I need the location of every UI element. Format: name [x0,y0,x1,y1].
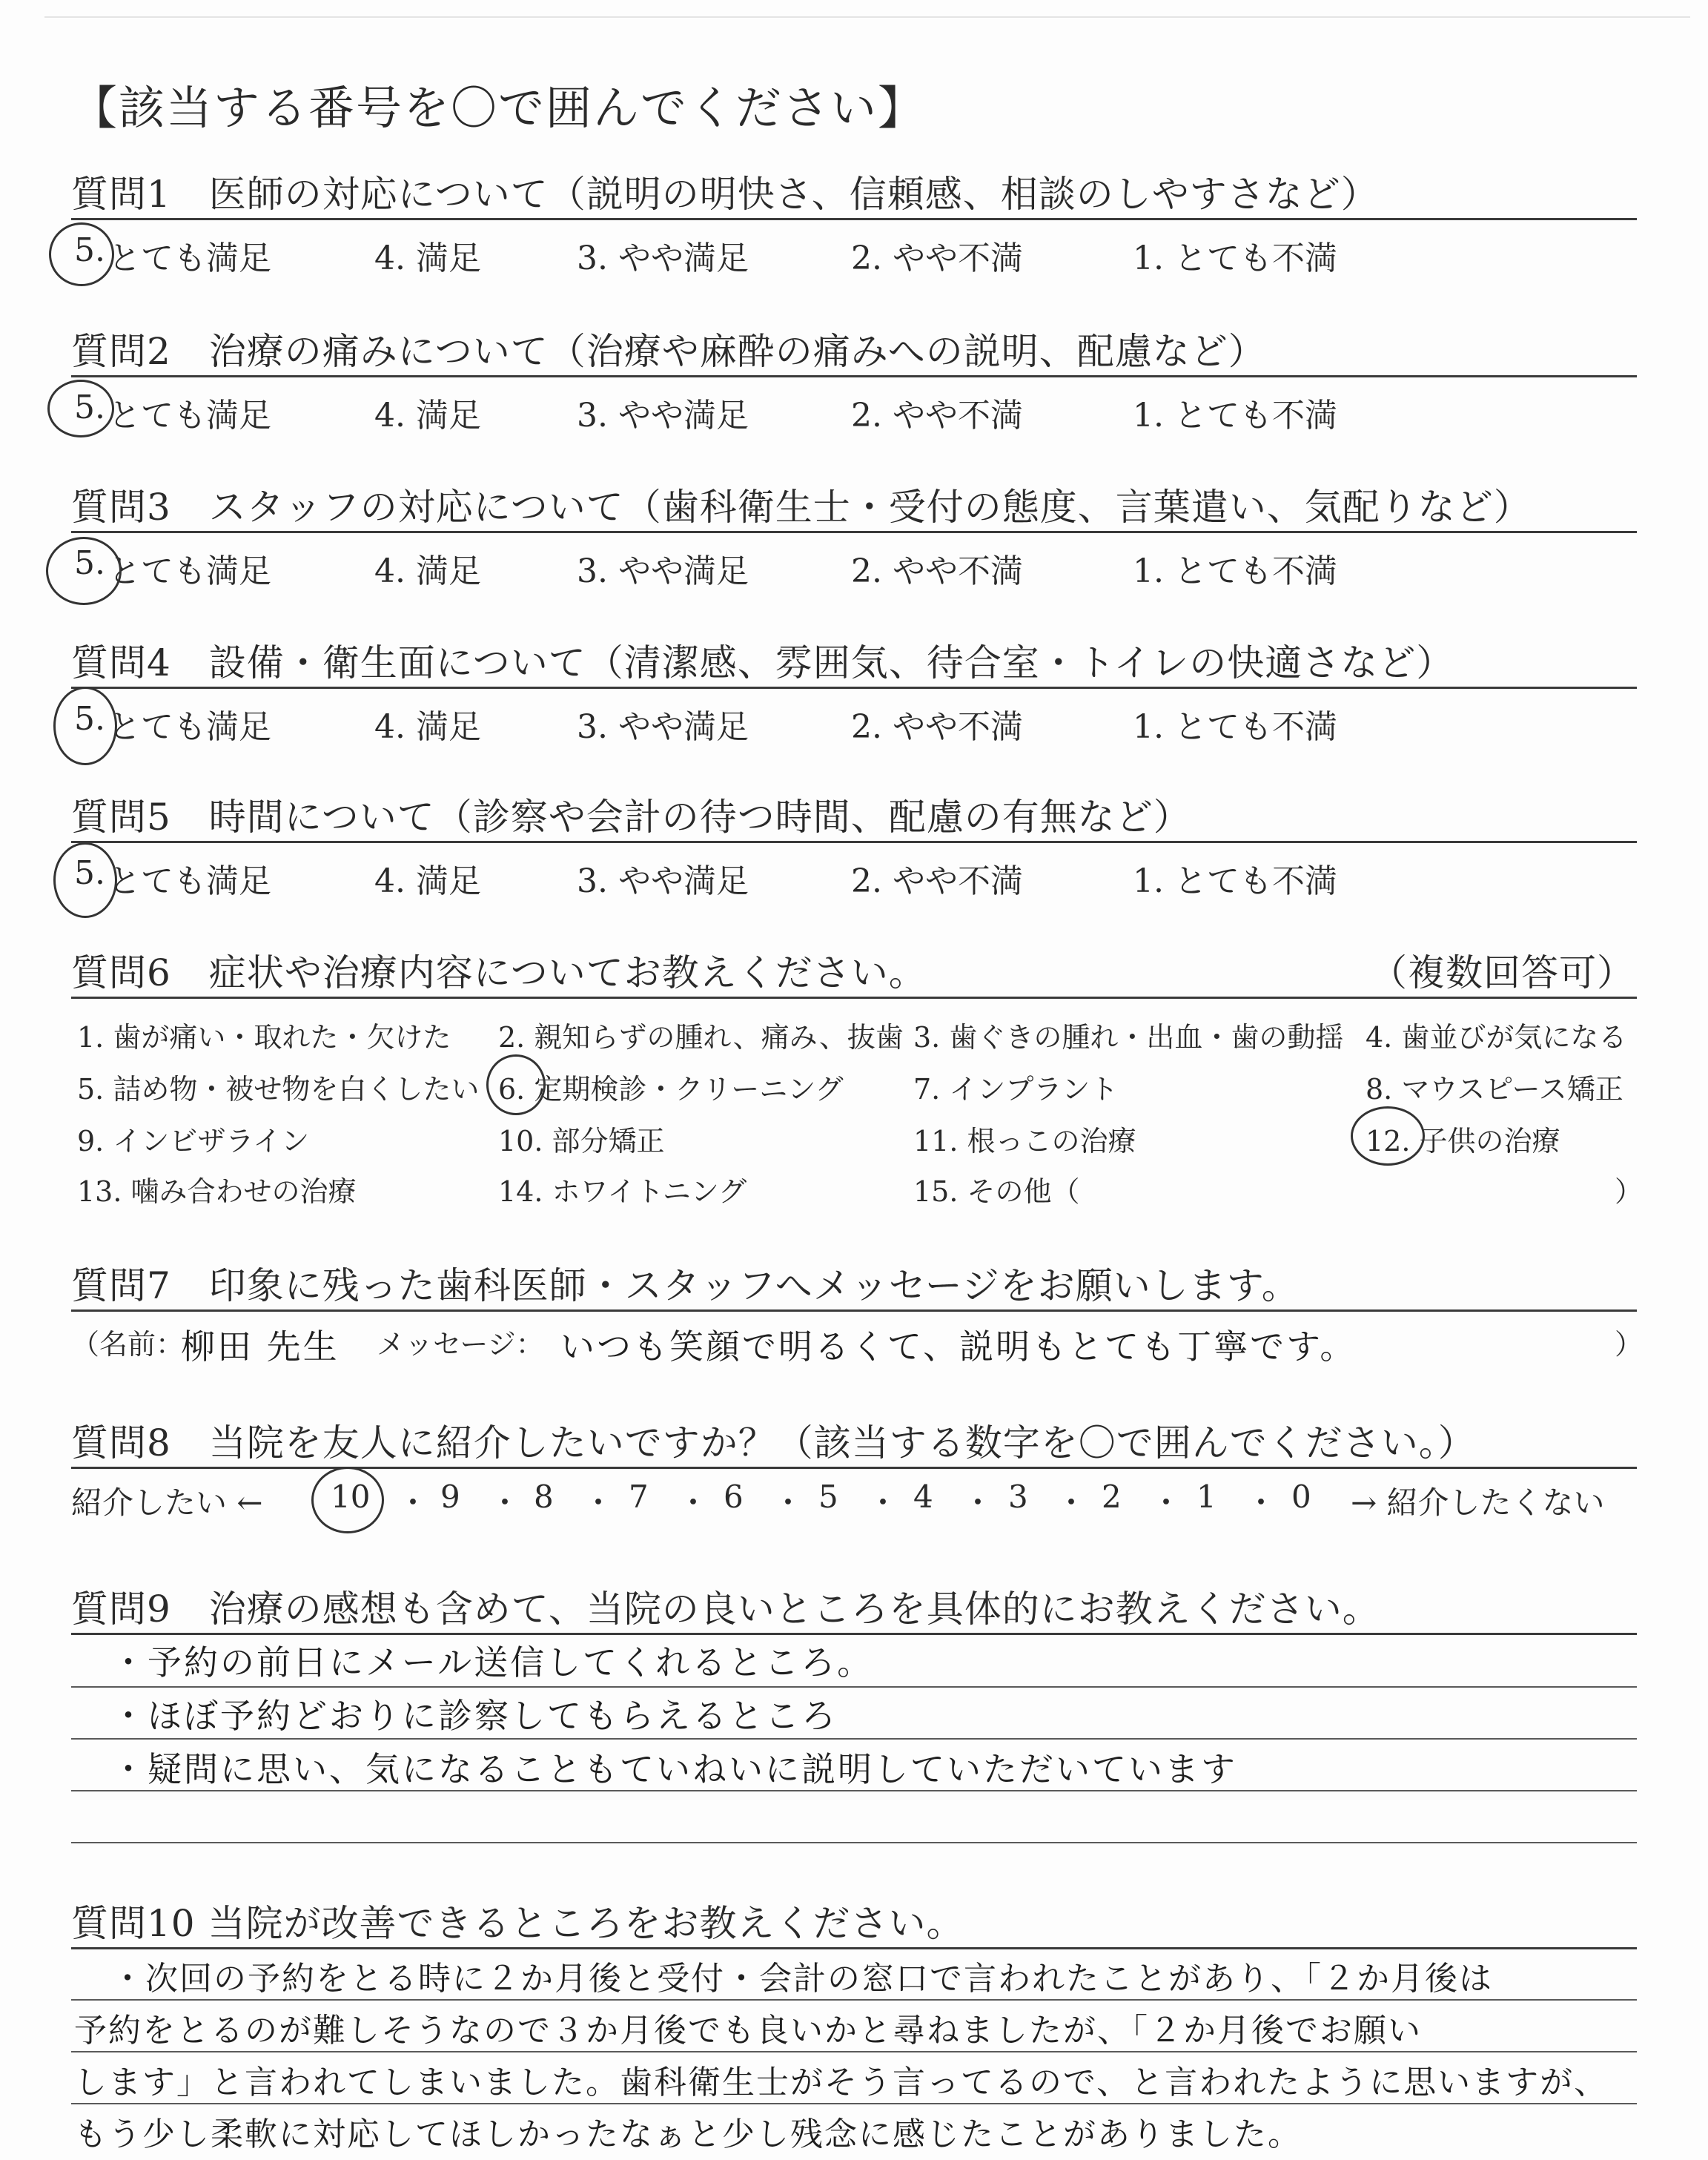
page-heading: 【該当する番号を〇で囲んでください】 [71,81,926,135]
question-5-rule [71,841,1637,843]
q4-option-1[interactable]: 1. とても不満 [1133,708,1337,746]
q1-option-5-number[interactable]: 5. [74,231,105,269]
q8-scale-10[interactable]: 10 [331,1479,371,1515]
q10-line-2 [71,2051,1637,2052]
q8-sep: ・ [1245,1484,1277,1521]
question-9-rule [71,1633,1637,1635]
q8-sep: ・ [1056,1484,1088,1521]
q2-option-5-number[interactable]: 5. [74,389,105,426]
q6-option-2[interactable]: 2. 親知らずの腫れ、痛み、抜歯 [498,1021,904,1054]
q3-option-5-label: とても満足 [108,552,271,590]
q8-scale-8[interactable]: 8 [534,1479,554,1515]
q8-selection-circle [311,1467,384,1533]
q3-option-5-number[interactable]: 5. [74,544,105,582]
q5-option-2[interactable]: 2. やや不満 [851,862,1023,900]
q2-option-2[interactable]: 2. やや不満 [851,397,1023,435]
q8-scale-4[interactable]: 4 [913,1479,933,1515]
q7-message-value[interactable]: いつも笑顔で明るくて、説明もとても丁寧です。 [560,1327,1357,1367]
q4-option-2[interactable]: 2. やや不満 [851,708,1023,746]
q9-line-3 [71,1790,1637,1791]
question-8-rule [71,1467,1637,1469]
q4-option-4[interactable]: 4. 満足 [374,708,481,746]
question-7-title: 質問7 印象に残った歯科医師・スタッフへメッセージをお願いします。 [71,1264,1300,1307]
q6-option-1[interactable]: 1. 歯が痛い・取れた・欠けた [77,1021,451,1054]
q3-selection-circle [46,537,122,605]
q10-answer-line-2[interactable]: 予約をとるのが難しそうなので３か月後でも良いかと尋ねましたが、「２か月後でお願い [74,2012,1422,2050]
q8-scale-9[interactable]: 9 [440,1479,460,1515]
q10-answer-line-4[interactable]: もう少し柔軟に対応してほしかったなぁと少し残念に感じたことがありました。 [74,2116,1302,2153]
q6-option-6-circle [486,1054,546,1115]
question-1-rule [71,218,1637,220]
q8-scale-7[interactable]: 7 [629,1479,649,1515]
q10-line-1 [71,1999,1637,2001]
question-10-title: 質問10 当院が改善できるところをお教えください。 [71,1902,964,1945]
q6-option-11[interactable]: 11. 根っこの治療 [913,1125,1136,1157]
q8-scale-1[interactable]: 1 [1196,1479,1217,1515]
q3-option-3[interactable]: 3. やや満足 [577,552,749,590]
question-2-rule [71,375,1637,377]
q8-sep: ・ [583,1484,615,1521]
q6-option-7[interactable]: 7. インプラント [913,1073,1119,1106]
q8-sep: ・ [1151,1484,1182,1521]
question-3-title: 質問3 スタッフの対応について（歯科衛生士・受付の態度、言葉遣い、気配りなど） [71,486,1532,529]
q4-selection-circle [53,687,117,765]
question-6-rule [71,997,1637,999]
q6-option-15-close: ） [1615,1175,1644,1208]
q3-option-4[interactable]: 4. 満足 [374,552,481,590]
q9-line-1 [71,1686,1637,1688]
q8-scale-6[interactable]: 6 [724,1479,744,1515]
q5-option-1[interactable]: 1. とても不満 [1133,862,1337,900]
question-1-title: 質問1 医師の対応について（説明の明快さ、信頼感、相談のしやすさなど） [71,173,1379,216]
q8-sep: ・ [489,1484,521,1521]
q8-scale-0[interactable]: 0 [1291,1479,1311,1515]
question-7-rule [71,1309,1637,1312]
q5-option-4[interactable]: 4. 満足 [374,862,481,900]
q8-right-label: → 紹介したくない [1351,1484,1605,1521]
q2-option-5-label: とても満足 [108,397,271,435]
q3-option-2[interactable]: 2. やや不満 [851,552,1023,590]
q4-option-3[interactable]: 3. やや満足 [577,708,749,746]
q8-scale-2[interactable]: 2 [1102,1479,1122,1515]
page-top-edge [44,16,1690,18]
question-4-title: 質問4 設備・衛生面について（清潔感、雰囲気、待合室・トイレの快適さなど） [71,641,1454,684]
question-9-title: 質問9 治療の感想も含めて、当院の良いところを具体的にお教えください。 [71,1588,1380,1631]
q8-sep: ・ [867,1484,899,1521]
q4-option-5-number[interactable]: 5. [74,700,105,738]
q6-option-10[interactable]: 10. 部分矯正 [498,1125,665,1157]
q8-sep: ・ [962,1484,994,1521]
q6-option-3[interactable]: 3. 歯ぐきの腫れ・出血・歯の動揺 [913,1021,1344,1054]
q6-option-5[interactable]: 5. 詰め物・被せ物を白くしたい [77,1073,480,1106]
q8-sep: ・ [772,1484,804,1521]
question-4-rule [71,687,1637,689]
q10-line-3 [71,2103,1637,2104]
q6-option-9[interactable]: 9. インビザライン [77,1125,310,1157]
q1-option-5-label: とても満足 [108,240,271,277]
question-10-rule [71,1947,1637,1949]
question-6-title: 質問6 症状や治療内容についてお教えください。 [71,951,927,994]
q1-option-2[interactable]: 2. やや不満 [851,240,1023,277]
q6-option-4[interactable]: 4. 歯並びが気になる [1366,1021,1627,1054]
q1-selection-circle [49,222,114,286]
q6-option-13[interactable]: 13. 噛み合わせの治療 [77,1175,357,1208]
question-5-title: 質問5 時間について（診察や会計の待つ時間、配慮の有無など） [71,796,1191,839]
q8-sep: ・ [397,1484,429,1521]
q6-option-15[interactable]: 15. その他（ [913,1175,1080,1208]
q5-option-5-label: とても満足 [108,862,271,900]
q2-option-4[interactable]: 4. 満足 [374,397,481,435]
q8-sep: ・ [678,1484,709,1521]
q5-selection-circle [53,842,117,918]
question-8-title: 質問8 当院を友人に紹介したいですか？（該当する数字を〇で囲んでください。） [71,1421,1476,1464]
question-6-note: （複数回答可） [1370,951,1635,994]
q1-option-3[interactable]: 3. やや満足 [577,240,749,277]
q2-selection-circle [47,380,114,437]
q10-answer-line-1[interactable]: ・次回の予約をとる時に２か月後と受付・会計の窓口で言われたことがあり、「２か月後は [111,1960,1493,1998]
q2-option-1[interactable]: 1. とても不満 [1133,397,1337,435]
q1-option-1[interactable]: 1. とても不満 [1133,240,1337,277]
q8-left-label: 紹介したい ← [71,1484,263,1521]
q6-option-12[interactable]: 12. 子供の治療 [1366,1125,1560,1157]
q4-option-5-label: とても満足 [108,708,271,746]
q6-option-8[interactable]: 8. マウスピース矯正 [1366,1073,1623,1106]
q8-scale-5[interactable]: 5 [818,1479,838,1515]
q6-option-6[interactable]: 6. 定期検診・クリーニング [498,1073,844,1106]
q1-option-4[interactable]: 4. 満足 [374,240,481,277]
q9-answer-line-2[interactable]: ・ほぼ予約どおりに診察してもらえるところ [111,1696,838,1736]
q5-option-3[interactable]: 3. やや満足 [577,862,749,900]
q9-line-2 [71,1738,1637,1740]
q9-answer-line-1[interactable]: ・予約の前日にメール送信してくれるところ。 [111,1642,874,1682]
q5-option-5-number[interactable]: 5. [74,854,105,892]
question-3-rule [71,531,1637,533]
q9-answer-line-3[interactable]: ・疑問に思い、気になることもていねいに説明していただいています [111,1749,1237,1789]
q7-message-label: メッセージ： [377,1328,544,1361]
q3-option-1[interactable]: 1. とても不満 [1133,552,1337,590]
q9-line-4 [71,1842,1637,1843]
q6-option-12-circle [1351,1106,1425,1166]
q8-scale-3[interactable]: 3 [1008,1479,1028,1515]
q7-name-label: （名前： [71,1328,185,1361]
q7-close-paren: ） [1615,1328,1644,1361]
question-2-title: 質問2 治療の痛みについて（治療や麻酔の痛みへの説明、配慮など） [71,330,1266,373]
q7-name-value[interactable]: 柳田 先生 [181,1327,340,1367]
q6-option-14[interactable]: 14. ホワイトニング [498,1175,747,1208]
q10-answer-line-3[interactable]: します」と言われてしまいました。歯科衛生士がそう言ってるので、と言われたように思いますが、 [74,2064,1609,2101]
q2-option-3[interactable]: 3. やや満足 [577,397,749,435]
